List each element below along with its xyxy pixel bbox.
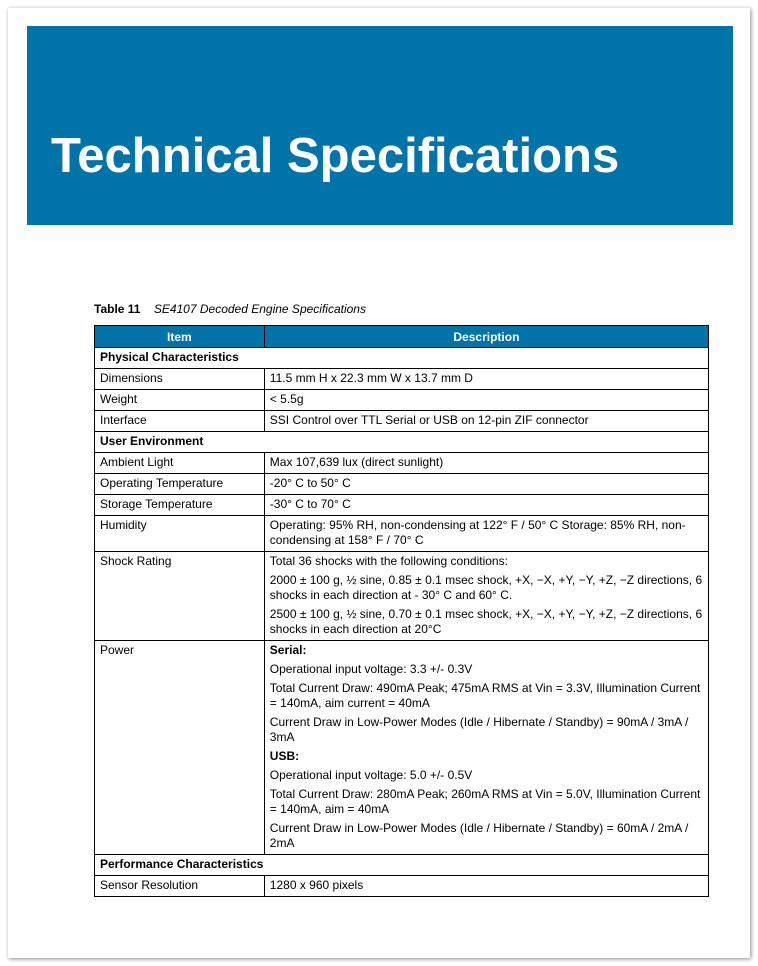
row-item: Weight (95, 390, 265, 411)
row-description: < 5.5g (264, 390, 708, 411)
table-row (95, 552, 709, 641)
row-description: SSI Control over TTL Serial or USB on 12-pin ZIF connector (264, 411, 708, 432)
shock-line: 2000 ± 100 g, ½ sine, 0.85 ± 0.1 msec shock, +X, −X, +Y, −Y, +Z, −Z directions, 6 shocks in each direction at - 30° C and 60° C. (269, 573, 703, 602)
section-user-environment: User Environment (95, 432, 709, 453)
shock-line: 2500 ± 100 g, ½ sine, 0.70 ± 0.1 msec shock, +X, −X, +Y, −Y, +Z, −Z directions, 6 shocks in each direction at 20°C (269, 607, 703, 636)
row-item: Interface (95, 411, 265, 432)
table-header-row (95, 326, 709, 348)
row-item: Sensor Resolution (95, 876, 265, 897)
page-title: Technical Specifications (51, 129, 620, 183)
section-row (95, 855, 709, 876)
power-serial-label: Serial: (269, 643, 307, 657)
power-line: Operational input voltage: 5.0 +/- 0.5V (269, 768, 473, 782)
table-row (95, 369, 709, 390)
row-description: 1280 x 960 pixels (264, 876, 708, 897)
header-description: Description (264, 326, 708, 348)
row-item: Humidity (95, 516, 265, 552)
row-description: Max 107,639 lux (direct sunlight) (264, 453, 708, 474)
row-description: -20° C to 50° C (264, 474, 708, 495)
specifications-table (94, 325, 709, 897)
power-usb-label: USB: (269, 749, 300, 763)
section-performance: Performance Characteristics (95, 855, 709, 876)
row-description: -30° C to 70° C (264, 495, 708, 516)
row-description: Operating: 95% RH, non-condensing at 122° F / 50° C Storage: 85% RH, non-condensing at 158° F / 70° C (264, 516, 708, 552)
table-row (95, 495, 709, 516)
row-description: 11.5 mm H x 22.3 mm W x 13.7 mm D (264, 369, 708, 390)
row-item: Storage Temperature (95, 495, 265, 516)
section-physical: Physical Characteristics (95, 348, 709, 369)
table-row (95, 390, 709, 411)
section-row (95, 432, 709, 453)
title-banner (27, 26, 733, 225)
table-row (95, 474, 709, 495)
row-item: Dimensions (95, 369, 265, 390)
table-row (95, 411, 709, 432)
row-item: Operating Temperature (95, 474, 265, 495)
document-page (8, 8, 750, 958)
power-line: Operational input voltage: 3.3 +/- 0.3V (269, 662, 473, 676)
table-row (95, 516, 709, 552)
table-row (95, 641, 709, 855)
table-caption (94, 302, 366, 316)
row-item: Power (95, 641, 265, 855)
row-description (264, 641, 708, 855)
section-row (95, 348, 709, 369)
table-row (95, 876, 709, 897)
row-item: Ambient Light (95, 453, 265, 474)
row-item: Shock Rating (95, 552, 265, 641)
table-number: Table 11 (94, 302, 141, 316)
row-description (264, 552, 708, 641)
power-line: Total Current Draw: 280mA Peak; 260mA RMS at Vin = 5.0V, Illumination Current = 140mA, aim = 40mA (269, 787, 701, 816)
table-row (95, 453, 709, 474)
shock-line: Total 36 shocks with the following conditions: (269, 554, 508, 568)
power-line: Current Draw in Low-Power Modes (Idle / Hibernate / Standby) = 90mA / 3mA / 3mA (269, 715, 689, 744)
table-title: SE4107 Decoded Engine Specifications (153, 302, 366, 316)
power-line: Total Current Draw: 490mA Peak; 475mA RMS at Vin = 3.3V, Illumination Current = 140mA, aim current = 40mA (269, 681, 701, 710)
power-line: Current Draw in Low-Power Modes (Idle / Hibernate / Standby) = 60mA / 2mA / 2mA (269, 821, 689, 850)
header-item: Item (95, 326, 265, 348)
